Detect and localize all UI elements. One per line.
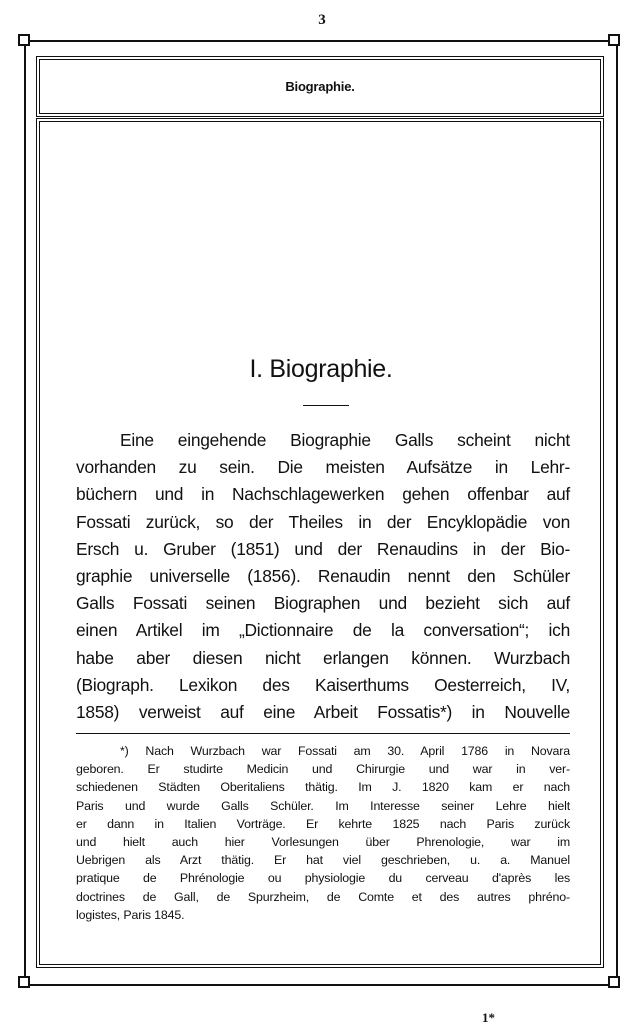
body-line: einen Artikel im „Dictionnaire de la conversation“; ich	[76, 620, 570, 641]
footnote-line: und hielt auch hier Vorlesungen über Phrenologie, war im	[76, 834, 570, 849]
title-divider	[303, 405, 349, 406]
footnote-line: Paris und wurde Galls Schüler. Im Interesse seiner Lehre hielt	[76, 798, 570, 813]
body-text	[76, 427, 570, 726]
corner-ornament-bottom-right	[608, 976, 620, 988]
footnote	[76, 742, 570, 924]
footnote-line: pratique de Phrénologie ou physiologie du cerveau d'après les	[76, 871, 570, 886]
corner-ornament-top-left	[18, 34, 30, 46]
body-line: büchern und in Nachschlagewerken gehen offenbar auf	[76, 484, 570, 505]
footnote-line: logistes, Paris 1845.	[76, 907, 185, 922]
footnote-separator	[76, 733, 570, 734]
corner-ornament-bottom-left	[18, 976, 30, 988]
body-line: (Biograph. Lexikon des Kaiserthums Oesterreich, IV,	[76, 674, 570, 695]
body-line: Galls Fossati seinen Biographen und bezieht sich auf	[76, 593, 570, 614]
footnote-line: er dann in Italien Vorträge. Er kehrte 1825 nach Paris zurück	[76, 816, 570, 831]
signature-mark: 1*	[482, 1010, 495, 1025]
footnote-line: doctrines de Gall, de Spurzheim, de Comte et des autres phréno-	[76, 889, 570, 904]
body-line: 1858) verweist auf eine Arbeit Fossatis*) in Nouvelle	[76, 701, 570, 722]
body-line: Fossati zurück, so der Theiles in der Encyklopädie von	[76, 511, 570, 532]
body-line: Eine eingehende Biographie Galls scheint nicht	[120, 430, 570, 450]
footnote-line: *) Nach Wurzbach war Fossati am 30. April 1786 in Novara	[120, 744, 570, 758]
body-line: vorhanden zu sein. Die meisten Aufsätze in Lehr-	[76, 457, 570, 478]
chapter-title: I. Biographie.	[249, 355, 393, 383]
body-line: habe aber diesen nicht erlangen können. Wurzbach	[76, 647, 570, 668]
page-number: 3	[318, 12, 326, 28]
footnote-line: schiedenen Städten Oberitaliens thätig. Im J. 1820 kam er nach	[76, 780, 570, 795]
corner-ornament-top-right	[608, 34, 620, 46]
body-line: graphie universelle (1856). Renaudin nennt den Schüler	[76, 565, 570, 586]
footnote-line: Uebrigen als Arzt thätig. Er hat viel geschrieben, u. a. Manuel	[76, 853, 570, 868]
footnote-line: geboren. Er studirte Medicin und Chirurgie und war in ver-	[76, 762, 570, 777]
body-line: Ersch u. Gruber (1851) und der Renaudins in der Bio-	[76, 538, 570, 559]
running-header-box	[36, 56, 604, 117]
running-header: Biographie.	[39, 59, 601, 114]
